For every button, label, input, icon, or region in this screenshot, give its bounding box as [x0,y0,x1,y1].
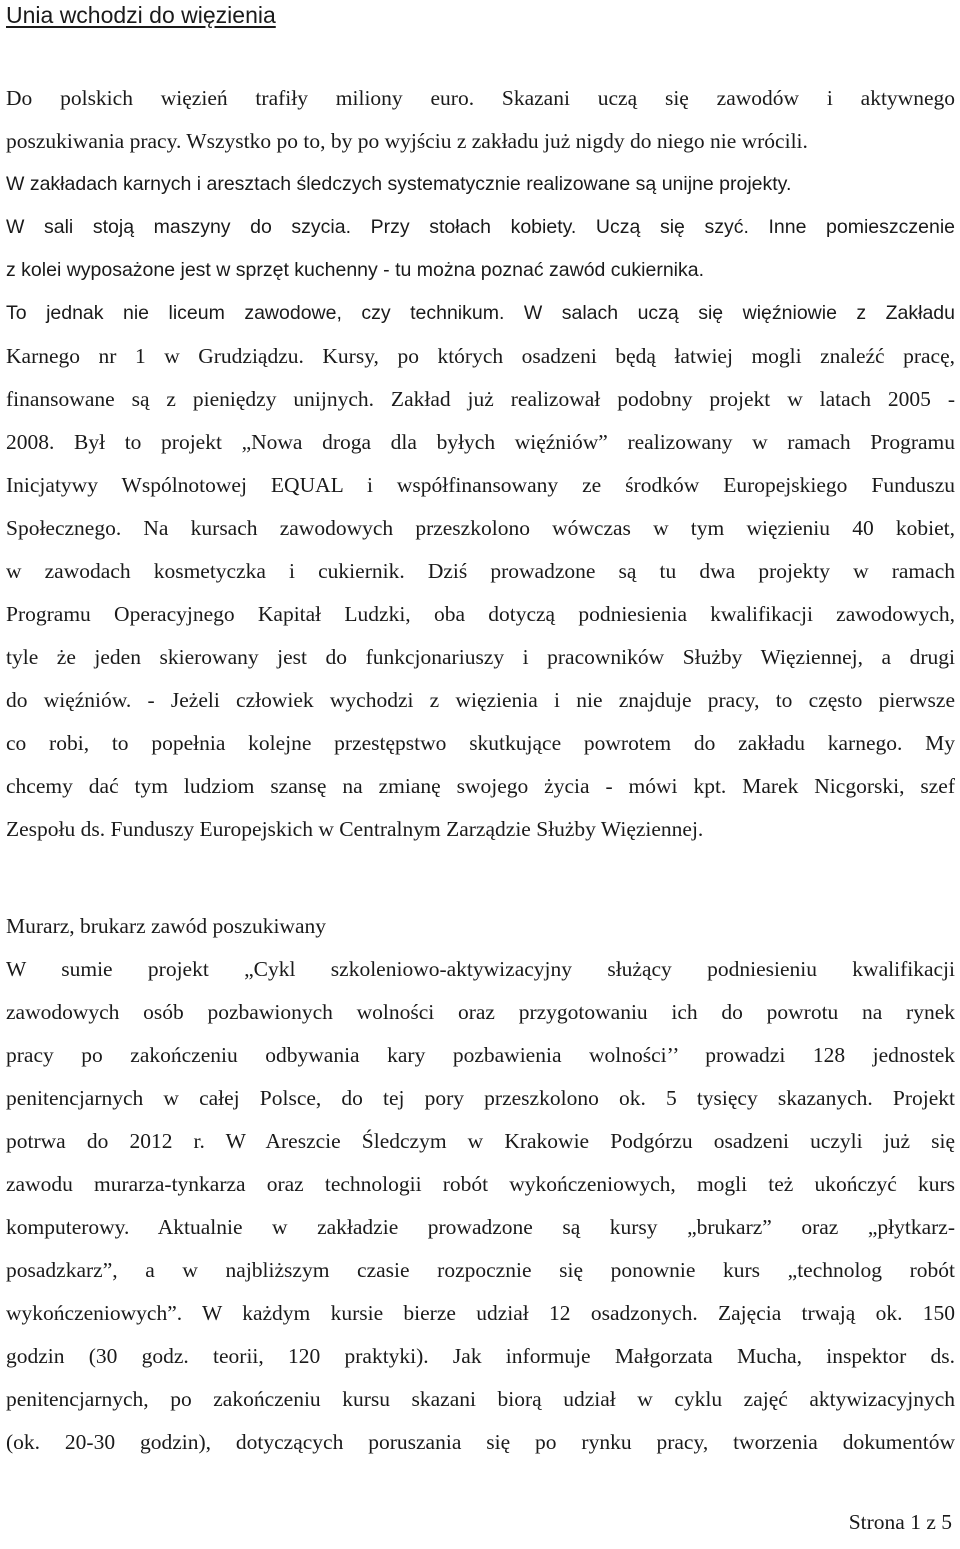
text-line: finansowane są z pieniędzy unijnych. Zakład już realizował podobny projekt w latach 2005 - [6,387,955,411]
text-line: pracy po zakończeniu odbywania kary pozbawienia wolności’’ prowadzi 128 jednostek [6,1043,955,1067]
text-line: z kolei wyposażone jest w sprzęt kuchenny - tu można poznać zawód cukiernika. [6,259,705,281]
text-line: wykończeniowych”. W każdym kursie bierze udział 12 osadzonych. Zajęcia trwają ok. 150 [6,1301,955,1325]
text-line: zawodowych osób pozbawionych wolności oraz przygotowaniu ich do powrotu na rynek [6,1000,955,1024]
text-line: chcemy dać tym ludziom szansę na zmianę swojego życia - mówi kpt. Marek Nicgorski, szef [6,774,955,798]
text-line: posadzkarz”, a w najbliższym czasie rozpocznie się ponownie kurs „technolog robót [6,1258,955,1282]
text-line: 2008. Był to projekt „Nowa droga dla byłych więźniów” realizowany w ramach Programu [6,430,955,454]
page-number: Strona 1 z 5 [848,1510,952,1534]
text-line: penitencjarnych, po zakończeniu kursu skazani biorą udział w cyklu zajęć aktywizacyjnych [6,1387,955,1411]
text-line: Inicjatywy Wspólnotowej EQUAL i współfinansowany ze środków Europejskiego Funduszu [6,473,955,497]
text-line: godzin (30 godz. teorii, 120 praktyki). Jak informuje Małgorzata Mucha, inspektor ds. [6,1344,955,1368]
text-line: W zakładach karnych i aresztach śledczych systematycznie realizowane są unijne projekty. [6,173,792,195]
text-line: komputerowy. Aktualnie w zakładzie prowadzone są kursy „brukarz” oraz „płytkarz- [6,1215,955,1239]
text-line: W sumie projekt „Cykl szkoleniowo-aktywizacyjny służący podniesieniu kwalifikacji [6,957,955,981]
section-heading: Murarz, brukarz zawód poszukiwany [6,914,326,938]
text-line: (ok. 20-30 godzin), dotyczących poruszania się po rynku pracy, tworzenia dokumentów [6,1430,955,1454]
text-line: W sali stoją maszyny do szycia. Przy stołach kobiety. Uczą się szyć. Inne pomieszczenie [6,216,955,238]
text-line: w zawodach kosmetyczka i cukiernik. Dziś prowadzone są tu dwa projekty w ramach [6,559,955,583]
article-title: Unia wchodzi do więzienia [6,2,276,28]
text-line: zawodu murarza-tynkarza oraz technologii robót wykończeniowych, mogli też ukończyć kurs [6,1172,955,1196]
text-line: Do polskich więzień trafiły miliony euro. Skazani uczą się zawodów i aktywnego [6,86,955,110]
text-line: potrwa do 2012 r. W Areszcie Śledczym w Krakowie Podgórzu osadzeni uczyli już się [6,1129,955,1153]
text-line: do więźniów. - Jeżeli człowiek wychodzi z więzienia i nie znajduje pracy, to często pierwsze [6,688,955,712]
text-line: Zespołu ds. Funduszy Europejskich w Centralnym Zarządzie Służby Więziennej. [6,817,704,841]
text-line: tyle że jeden skierowany jest do funkcjonariuszy i pracowników Służby Więziennej, a drugi [6,645,955,669]
text-line: Karnego nr 1 w Grudziądzu. Kursy, po których osadzeni będą łatwiej mogli znaleźć pracę, [6,344,955,368]
text-line: Społecznego. Na kursach zawodowych przeszkolono wówczas w tym więzieniu 40 kobiet, [6,516,955,540]
text-line: co robi, to popełnia kolejne przestępstwo skutkujące powrotem do zakładu karnego. My [6,731,955,755]
text-line: Programu Operacyjnego Kapitał Ludzki, oba dotyczą podniesienia kwalifikacji zawodowych, [6,602,955,626]
text-line: poszukiwania pracy. Wszystko po to, by po wyjściu z zakładu już nigdy do niego nie wrócili. [6,129,808,153]
text-line: To jednak nie liceum zawodowe, czy technikum. W salach uczą się więźniowie z Zakładu [6,302,955,324]
text-line: penitencjarnych w całej Polsce, do tej pory przeszkolono ok. 5 tysięcy skazanych. Projekt [6,1086,955,1110]
